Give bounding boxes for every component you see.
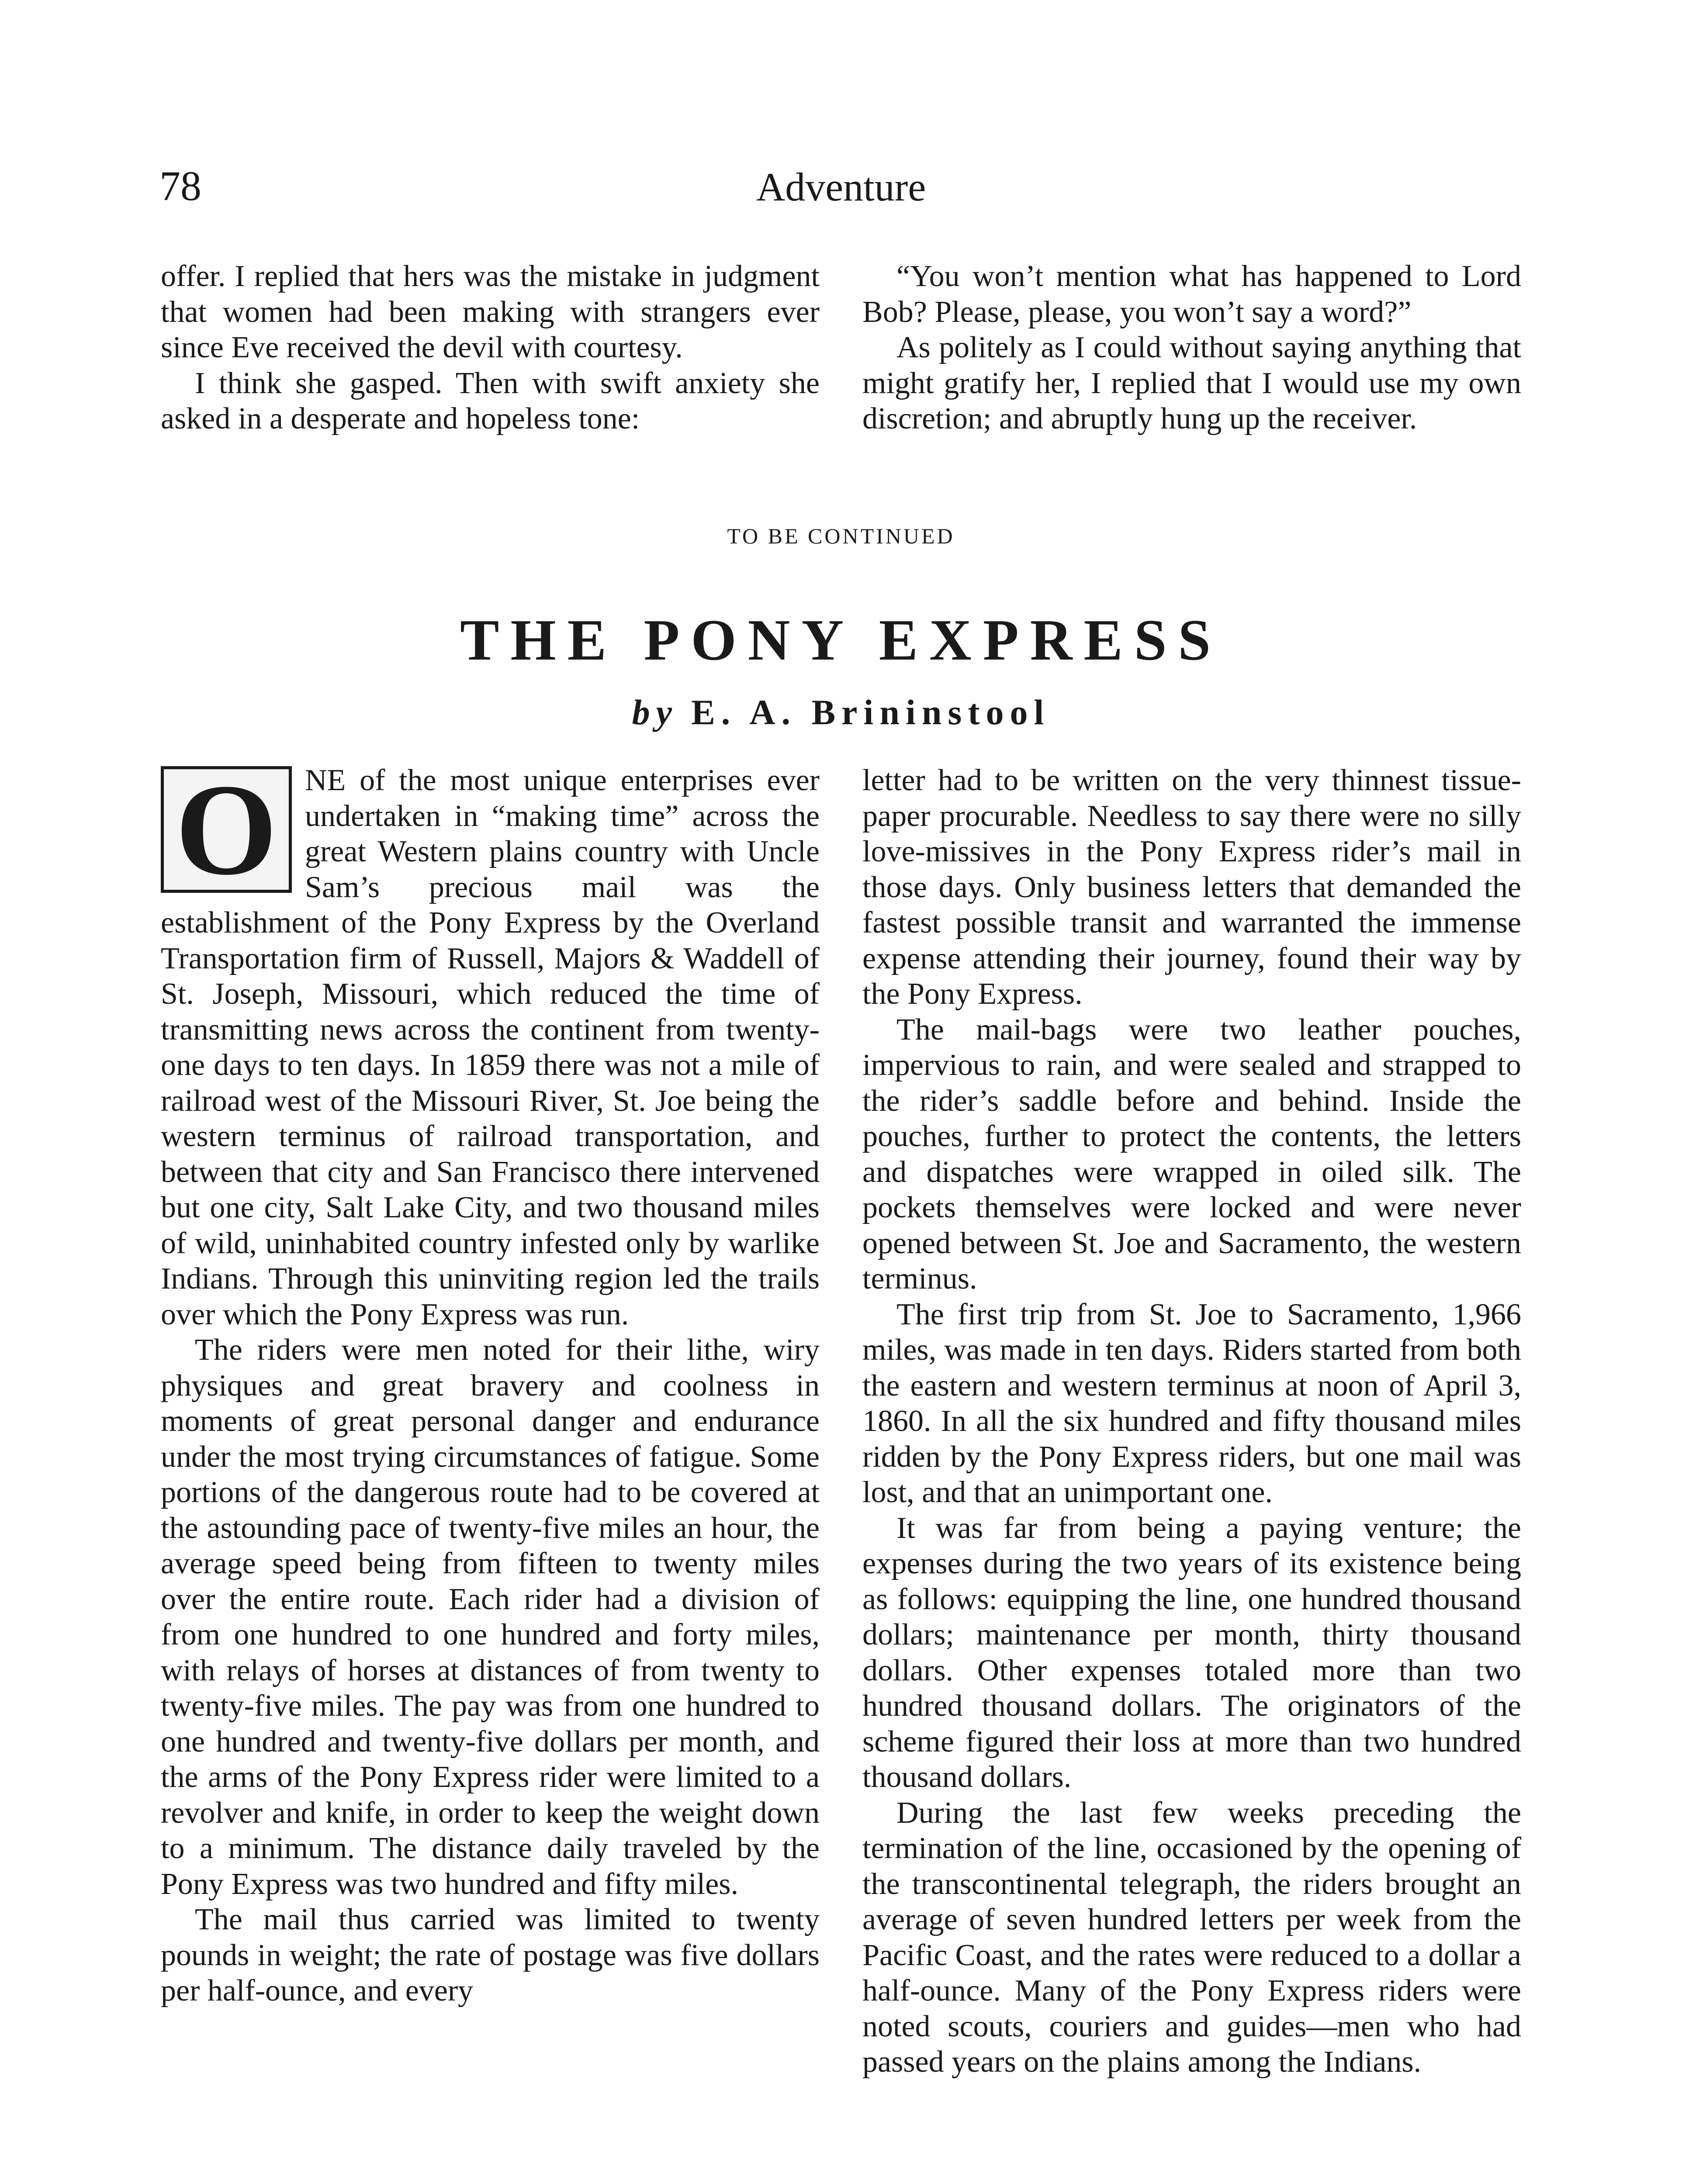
byline-prefix: by: [632, 692, 678, 732]
previous-story-right-column: [862, 259, 1521, 437]
first-paragraph-text: NE of the most unique enterprises ever undertaken in “making time” across the great Western plains country with Uncle Sam’s precious mail was the establishment of the Pony Express by the Overland Transportation firm of Russell, Majors & Waddell of St. Joseph, Missouri, which reduced the time of transmitting news across the continent from twenty-one days to ten days. In 1859 there was not a mile of railroad west of the Missouri River, St. Joe being the western terminus of railroad transportation, and between that city and San Francisco there intervened but one city, Salt Lake City, and two thousand miles of wild, uninhabited country infested only by warlike Indians. Through this uninviting region led the trails over which the Pony Express was run.: [161, 764, 820, 1331]
paragraph: The first trip from St. Joe to Sacramento, 1,966 miles, was made in ten days. Riders started from both the eastern and western terminus at noon of April 3, 1860. In all the six hundred and fifty thousand miles ridden by the Pony Express riders, but one mail was lost, and that an unimportant one.: [862, 1297, 1521, 1509]
paragraph: “You won’t mention what has happened to Lord Bob? Please, please, you won’t say a word?”: [862, 259, 1521, 329]
to-be-continued-label: TO BE CONTINUED: [727, 524, 955, 548]
paragraph: offer. I replied that hers was the mistake in judgment that women had been making with strangers ever since Eve received the devil with courtesy.: [161, 259, 820, 364]
running-head-title: Adventure: [756, 165, 926, 209]
paragraph: The mail thus carried was limited to twenty pounds in weight; the rate of postage was five dollars per half-ounce, and every: [161, 1903, 820, 2008]
paragraph: I think she gasped. Then with swift anxiety she asked in a desperate and hopeless tone:: [161, 366, 820, 435]
article-left-column: [161, 757, 820, 2009]
previous-story-left-column: [161, 259, 820, 437]
paragraph: During the last few weeks preceding the termination of the line, occasioned by the opening of the transcontinental telegraph, the riders brought an average of seven hundred letters per week from the Pacific Coast, and the rates were reduced to a dollar a half-ounce. Many of the Pony Express riders were noted scouts, couriers and guides—men who had passed years on the plains among the Indians.: [862, 1796, 1521, 2079]
page-number: 78: [159, 162, 201, 209]
paragraph: It was far from being a paying venture; the expenses during the two years of its existence being as follows: equipping the line, one hundred thousand dollars; maintenance per month, thirty thousand dollars. Other expenses totaled more than two hundred thousand dollars. The originators of the scheme figured their loss at more than two hundred thousand dollars.: [862, 1511, 1521, 1794]
drop-cap: O: [161, 766, 292, 893]
byline: [0, 692, 1682, 732]
first-paragraph: [161, 757, 820, 1332]
paragraph: The mail-bags were two leather pouches, impervious to rain, and were sealed and strapped to the rider’s saddle before and behind. Inside the pouches, further to protect the contents, the letters and dispatches were wrapped in oiled silk. The pockets themselves were locked and were never opened between St. Joe and Sacramento, the western terminus.: [862, 1013, 1521, 1296]
article-right-column: [862, 763, 1521, 2080]
article-title: THE PONY EXPRESS: [460, 608, 1222, 672]
author-name: E. A. Brininstool: [691, 692, 1050, 732]
paragraph: The riders were men noted for their lithe, wiry physiques and great bravery and coolness in moments of great personal danger and endurance under the most trying circumstances of fatigue. Some portions of the dangerous route had to be covered at the astounding pace of twenty-five miles an hour, the average speed being from fifteen to twenty miles over the entire route. Each rider had a division of from one hundred to one hundred and forty miles, with relays of horses at distances of from twenty to twenty-five miles. The pay was from one hundred to one hundred and twenty-five dollars per month, and the arms of the Pony Express rider were limited to a revolver and knife, in order to keep the weight down to a minimum. The distance daily traveled by the Pony Express was two hundred and fifty miles.: [161, 1333, 820, 1901]
paragraph: As politely as I could without saying anything that might gratify her, I replied that I would use my own discretion; and abruptly hung up the receiver.: [862, 331, 1521, 435]
paragraph: letter had to be written on the very thinnest tissue-paper procurable. Needless to say there were no silly love-missives in the Pony Express rider’s mail in those days. Only business letters that demanded the fastest possible transit and warranted the immense expense attending their journey, found their way by the Pony Express.: [862, 764, 1521, 1011]
